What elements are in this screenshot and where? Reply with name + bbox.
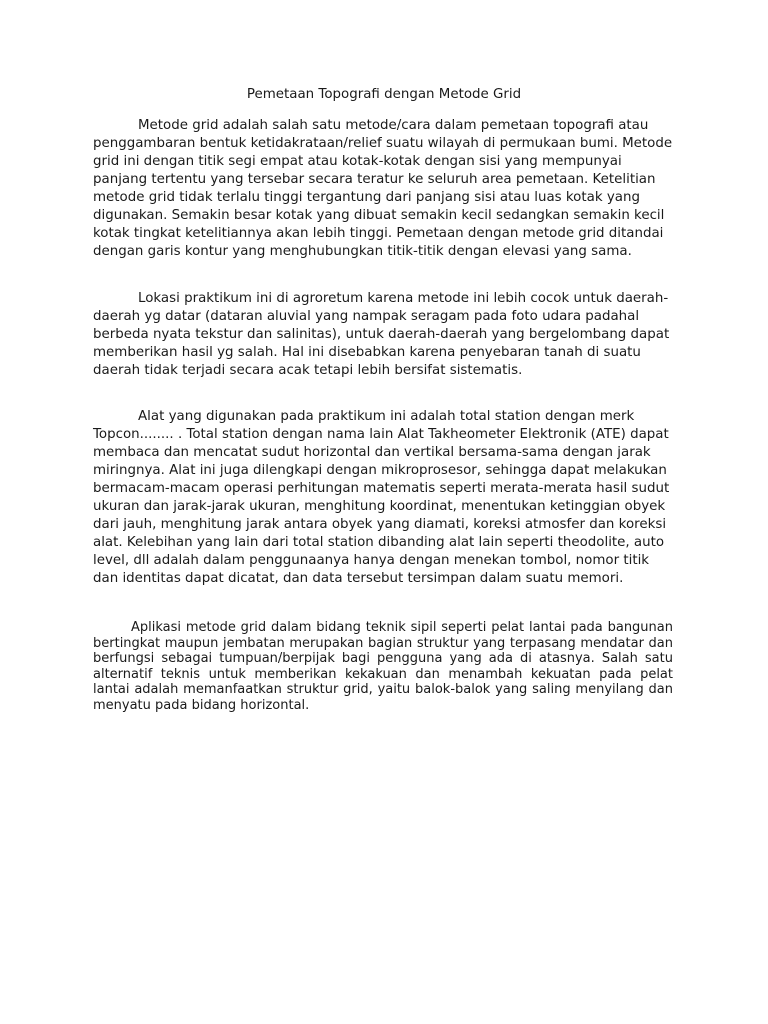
- paragraph-aplikasi-grid: Aplikasi metode grid dalam bidang teknik sipil seperti pelat lantai pada bangunan bertingkat maupun jembatan merupakan bagian struktur yang terpasang mendatar dan berfungsi sebagai tumpuan/berpijak bagi pengguna yang ada di atasnya. Salah satu alternatif teknis untuk memberikan kekakuan dan menambah kekuatan pada pelat lantai adalah memanfaatkan struktur grid, yaitu balok-balok yang saling menyilang dan menyatu pada bidang horizontal.: [93, 620, 673, 713]
- paragraph-alat-total-station: Alat yang digunakan pada praktikum ini adalah total station dengan merk Topcon........ . Total station dengan nama lain Alat Takheometer Elektronik (ATE) dapat membaca dan mencatat sudut horizontal dan vertikal bersama-sama dengan jarak miringnya. Alat ini juga dilengkapi dengan mikroprosesor, sehingga dapat melakukan bermacam-macam operasi perhitungan matematis seperti merata-merata hasil sudut ukuran dan jarak-jarak ukuran, menghitung koordinat, menentukan ketinggian obyek dari jauh, menghitung jarak antara obyek yang diamati, koreksi atmosfer dan koreksi alat. Kelebihan yang lain dari total station dibanding alat lain seperti theodolite, auto level, dll adalah dalam penggunaanya hanya dengan menekan tombol, nomor titik dan identitas dapat dicatat, dan data tersebut tersimpan dalam suatu memori.: [93, 409, 670, 586]
- paragraph-lokasi-praktikum: Lokasi praktikum ini di agroretum karena metode ini lebih cocok untuk daerah-daerah yg datar (dataran aluvial yang nampak seragam pada foto udara padahal berbeda nyata tekstur dan salinitas), untuk daerah-daerah yang bergelombang dapat memberikan hasil yg salah. Hal ini disebabkan karena penyebaran tanah di suatu daerah tidak terjadi secara acak tetapi lebih bersifat sistematis.: [93, 291, 670, 378]
- paragraph-metode-grid: Metode grid adalah salah satu metode/cara dalam pemetaan topografi atau penggambaran bentuk ketidakrataan/relief suatu wilayah di permukaan bumi. Metode grid ini dengan titik segi empat atau kotak-kotak dengan sisi yang mempunyai panjang tertentu yang tersebar secara teratur ke seluruh area pemetaan. Ketelitian metode grid tidak terlalu tinggi tergantung dari panjang sisi atau luas kotak yang digunakan. Semakin besar kotak yang dibuat semakin kecil sedangkan semakin kecil kotak tingkat ketelitiannya akan lebih tinggi. Pemetaan dengan metode grid ditandai dengan garis kontur yang menghubungkan titik-titik dengan elevasi yang sama.: [93, 118, 673, 259]
- document-title: Pemetaan Topografi dengan Metode Grid: [246, 87, 522, 102]
